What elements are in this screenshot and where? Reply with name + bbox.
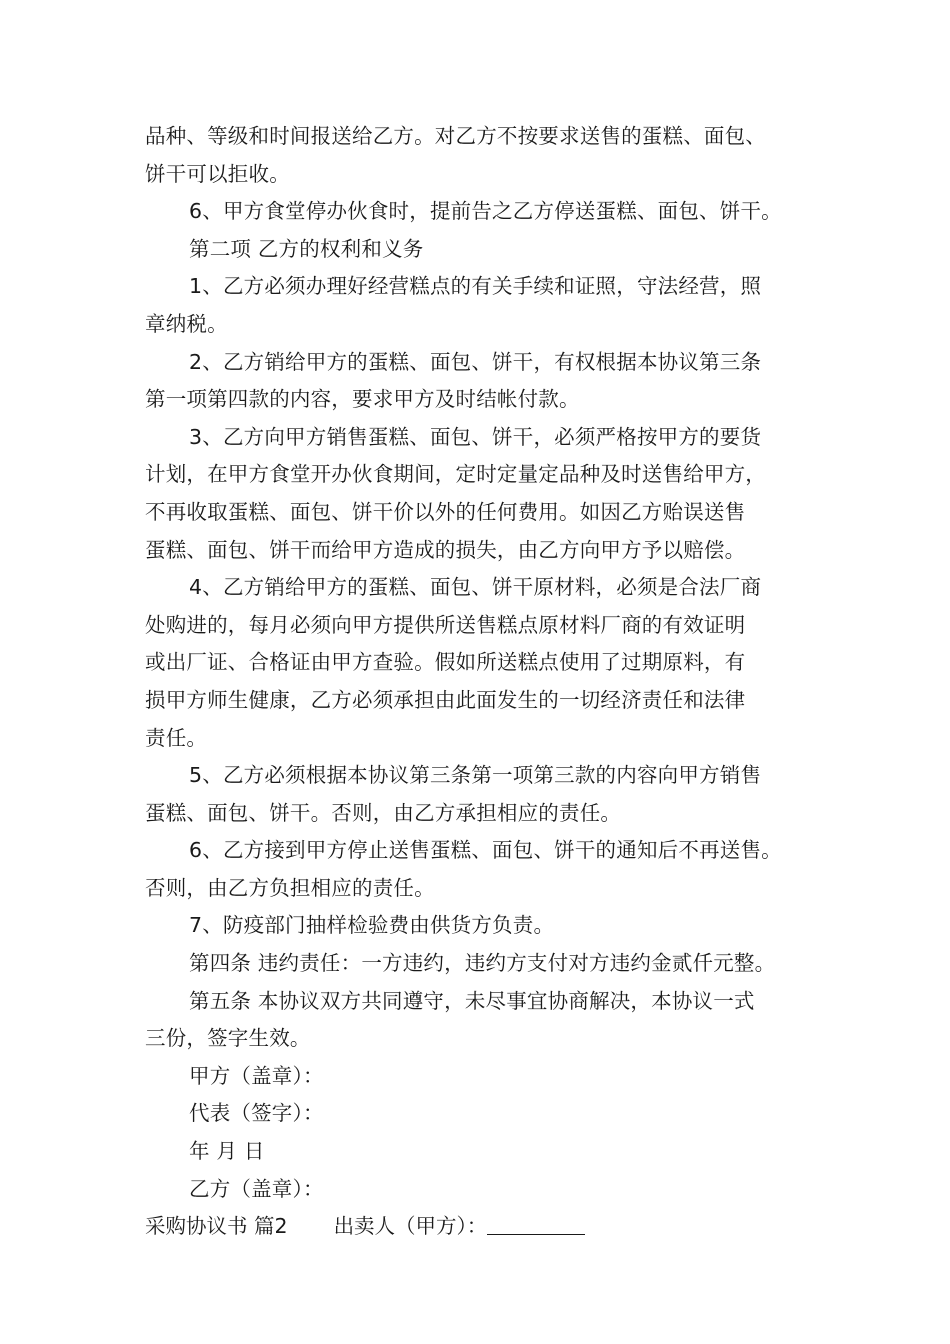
section-title: 采购协议书 篇2 [145,1214,288,1239]
section-heading: 第二项 乙方的权利和义务 [189,236,424,261]
text-line: 蛋糕、面包、饼干而给甲方造成的损失，由乙方向甲方予以赔偿。 [145,537,746,562]
signature-date: 年 月 日 [189,1139,265,1164]
text-line: 否则，由乙方负担相应的责任。 [145,875,435,900]
text-line: 1、乙方必须办理好经营糕点的有关手续和证照，守法经营，照 [189,274,762,299]
text-line: 第一项第四款的内容，要求甲方及时结帐付款。 [145,387,580,412]
text-line: 2、乙方销给甲方的蛋糕、面包、饼干，有权根据本协议第三条 [189,349,762,374]
text-line: 处购进的，每月必须向甲方提供所送售糕点原材料厂商的有效证明 [145,612,746,637]
section-heading: 第四条 违约责任：一方违约，违约方支付对方违约金贰仟元整。 [189,951,776,976]
signature-party-a: 甲方（盖章）： [189,1063,324,1088]
text-line: 6、乙方接到甲方停止送售蛋糕、面包、饼干的通知后不再送售。 [189,838,782,863]
next-section-line [145,1208,825,1246]
signature-party-b: 乙方（盖章）： [189,1176,324,1201]
text-line: 3、乙方向甲方销售蛋糕、面包、饼干，必须严格按甲方的要货 [189,424,762,449]
text-line: 4、乙方销给甲方的蛋糕、面包、饼干原材料，必须是合法厂商 [189,575,762,600]
text-line: 5、乙方必须根据本协议第三条第一项第三款的内容向甲方销售 [189,763,762,788]
text-line: 计划，在甲方食堂开办伙食期间，定时定量定品种及时送售给甲方， [145,462,766,487]
seller-blank-field[interactable] [487,1210,585,1235]
text-line: 责任。 [145,725,208,750]
text-line: 饼干可以拒收。 [145,161,290,186]
text-line: 或出厂证、合格证由甲方查验。假如所送糕点使用了过期原料，有 [145,650,746,675]
signature-representative: 代表（签字）： [189,1101,324,1126]
text-line: 7、防疫部门抽样检验费由供货方负责。 [189,913,555,938]
text-line: 6、甲方食堂停办伙食时，提前告之乙方停送蛋糕、面包、饼干。 [189,199,782,224]
document-body [145,118,825,1246]
text-line: 损甲方师生健康，乙方必须承担由此面发生的一切经济责任和法律 [145,687,746,712]
section-heading: 第五条 本协议双方共同遵守，未尽事宜协商解决，本协议一式 [189,988,755,1013]
text-line: 品种、等级和时间报送给乙方。对乙方不按要求送售的蛋糕、面包、 [145,124,766,148]
text-line: 不再收取蛋糕、面包、饼干价以外的任何费用。如因乙方贻误送售 [145,499,746,524]
text-line: 三份，签字生效。 [145,1026,311,1051]
text-line: 章纳税。 [145,311,228,336]
text-line: 蛋糕、面包、饼干。否则，由乙方承担相应的责任。 [145,800,622,825]
seller-label: 出卖人（甲方）： [333,1214,488,1239]
